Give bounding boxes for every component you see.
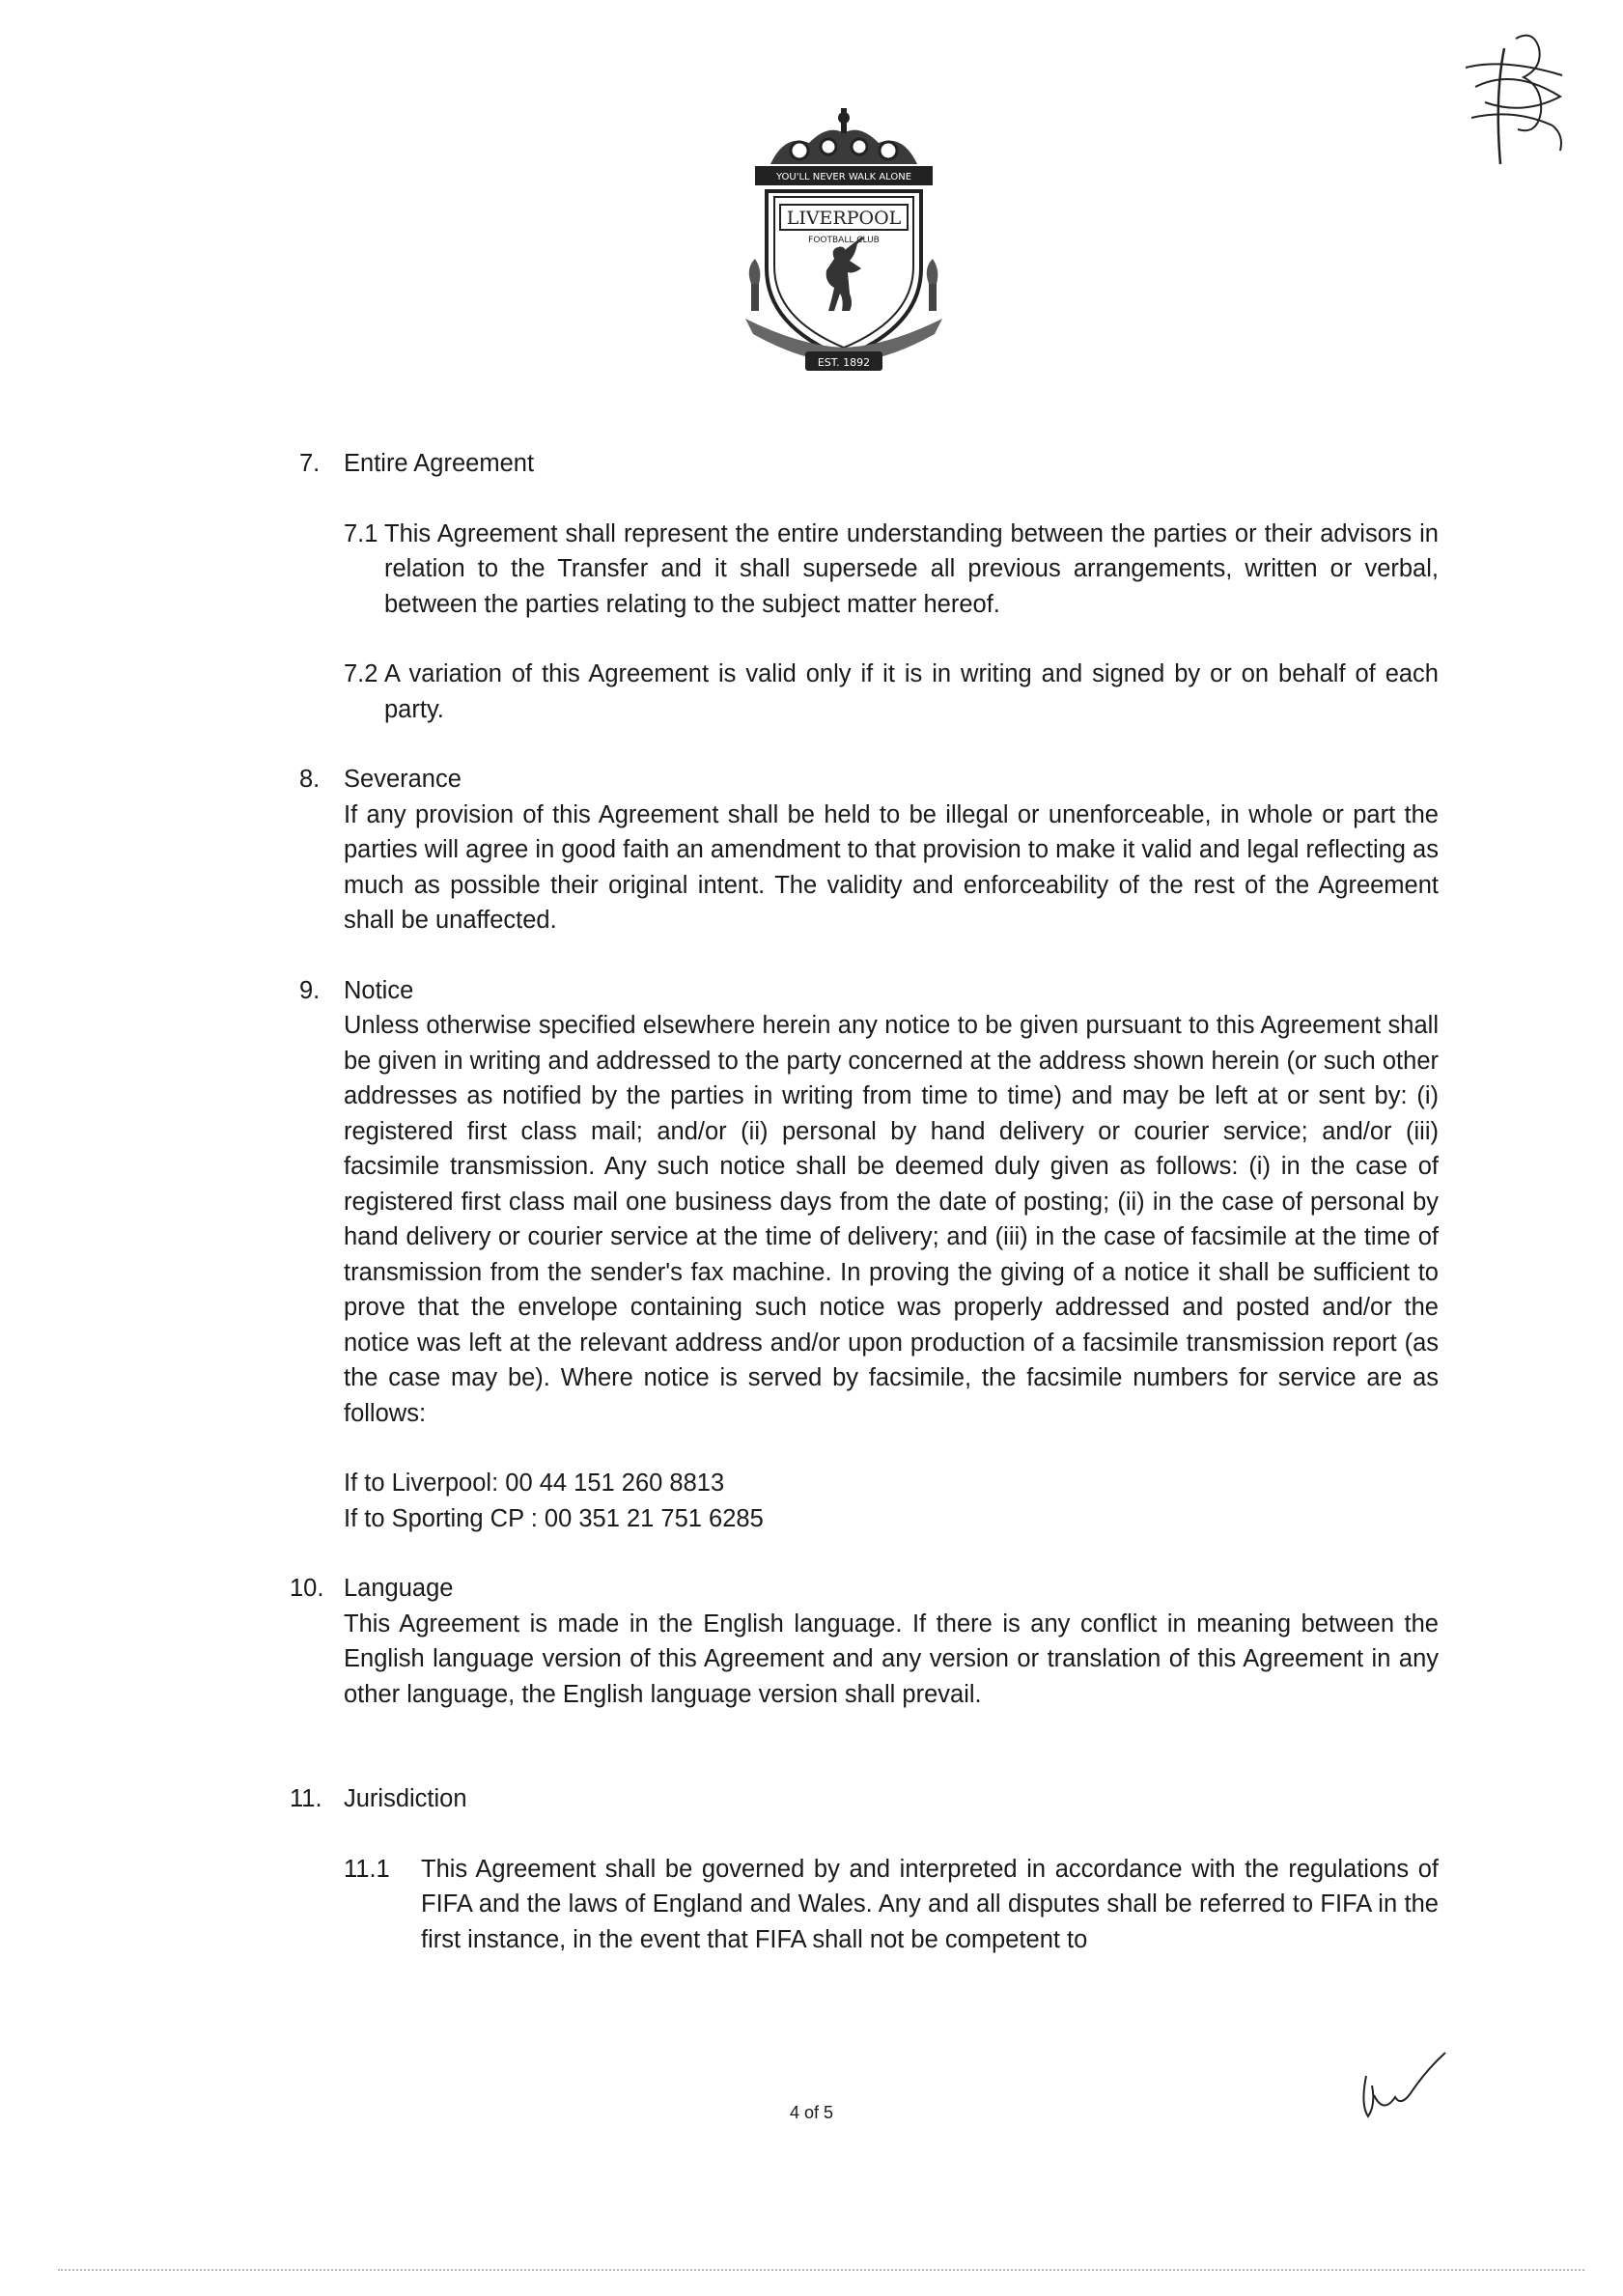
- section-title: Jurisdiction: [344, 1785, 467, 1812]
- section-title: Severance: [344, 766, 462, 793]
- section-number: 9.: [299, 976, 321, 1004]
- crest-established: EST. 1892: [817, 356, 871, 369]
- agreement-body: [290, 446, 1439, 1957]
- clause-number: 7.1: [344, 519, 378, 547]
- clause-number: 11.1: [344, 1855, 390, 1883]
- initials-signature-top: [1446, 29, 1581, 174]
- section-text: This Agreement is made in the English language. If there is any conflict in meaning between the English language version of this Agreement and any version or translation of this Agreement in any other language, the English language version shall prevail.: [344, 1610, 1439, 1708]
- clause-7-2: [290, 657, 1439, 727]
- clause-text: A variation of this Agreement is valid only if it is in writing and signed by or on behalf of each party.: [384, 660, 1439, 723]
- scan-edge-dots: [58, 2269, 1584, 2271]
- section-number: 8.: [299, 766, 321, 793]
- crest-club-sub: FOOTBALL CLUB: [808, 236, 880, 245]
- section-text: If any provision of this Agreement shall be held to be illegal or unenforceable, in whole or part the parties will agree in good faith an amendment to that provision to make it valid and legal reflecting as much as possible their original intent. The validity and enforceability of the rest of the Agreement shall be unaffected.: [344, 800, 1439, 934]
- section-number: 11.: [290, 1785, 322, 1812]
- section-title: Notice: [344, 976, 414, 1004]
- section-entire-agreement: [290, 446, 1439, 727]
- section-notice: [290, 973, 1439, 1537]
- fax-number-liverpool: If to Liverpool: 00 44 151 260 8813: [344, 1470, 725, 1497]
- page-number: 4 of 5: [789, 2103, 834, 2122]
- section-number: 7.: [299, 450, 321, 477]
- section-title: Language: [344, 1575, 454, 1602]
- section-number: 10.: [290, 1575, 324, 1602]
- clause-text: This Agreement shall represent the entire understanding between the parties or their advisors in relation to the Transfer and it shall supersede all previous arrangements, written or verbal, between the parties relating to the subject matter hereof.: [384, 519, 1439, 618]
- fax-number-sporting: If to Sporting CP : 00 351 21 751 6285: [344, 1504, 764, 1532]
- clause-11-1: [290, 1852, 1439, 1958]
- section-jurisdiction: [290, 1781, 1439, 1957]
- section-title: Entire Agreement: [344, 450, 535, 477]
- crest-motto: YOU'LL NEVER WALK ALONE: [775, 172, 912, 182]
- section-severance: [290, 762, 1439, 938]
- liverpool-crest-logo: [742, 104, 946, 386]
- clause-number: 7.2: [344, 660, 378, 687]
- initials-signature-bottom: [1357, 2047, 1453, 2124]
- section-language: [290, 1571, 1439, 1712]
- crest-club-name: LIVERPOOL: [786, 208, 902, 229]
- clause-7-1: [290, 517, 1439, 623]
- clause-text: This Agreement shall be governed by and interpreted in accordance with the regulations of FIFA and the laws of England and Wales. Any and all disputes shall be referred to FIFA in the first instance, in the event that FIFA shall not be competent to: [421, 1855, 1439, 1953]
- section-text: Unless otherwise specified elsewhere herein any notice to be given pursuant to this Agreement shall be given in writing and addressed to the party concerned at the address shown herein (or such other addresses as notified by the parties in writing from time to time) and may be left at or sent by: (i) registered first class mail; and/or (ii) personal by hand delivery or courier service; and/or (iii) facsimile transmission. Any such notice shall be deemed duly given as follows: (i) in the case of registered first class mail one business days from the date of posting; (ii) in the case of personal by hand delivery or courier service at the time of delivery; and (iii) in the case of facsimile at the time of transmission from the sender's fax machine. In proving the giving of a notice it shall be sufficient to prove that the envelope containing such notice was properly addressed and posted and/or the notice was left at the relevant address and/or upon production of a facsimile transmission report (as the case may be). Where notice is served by facsimile, the facsimile numbers for service are as follows:: [344, 1012, 1439, 1427]
